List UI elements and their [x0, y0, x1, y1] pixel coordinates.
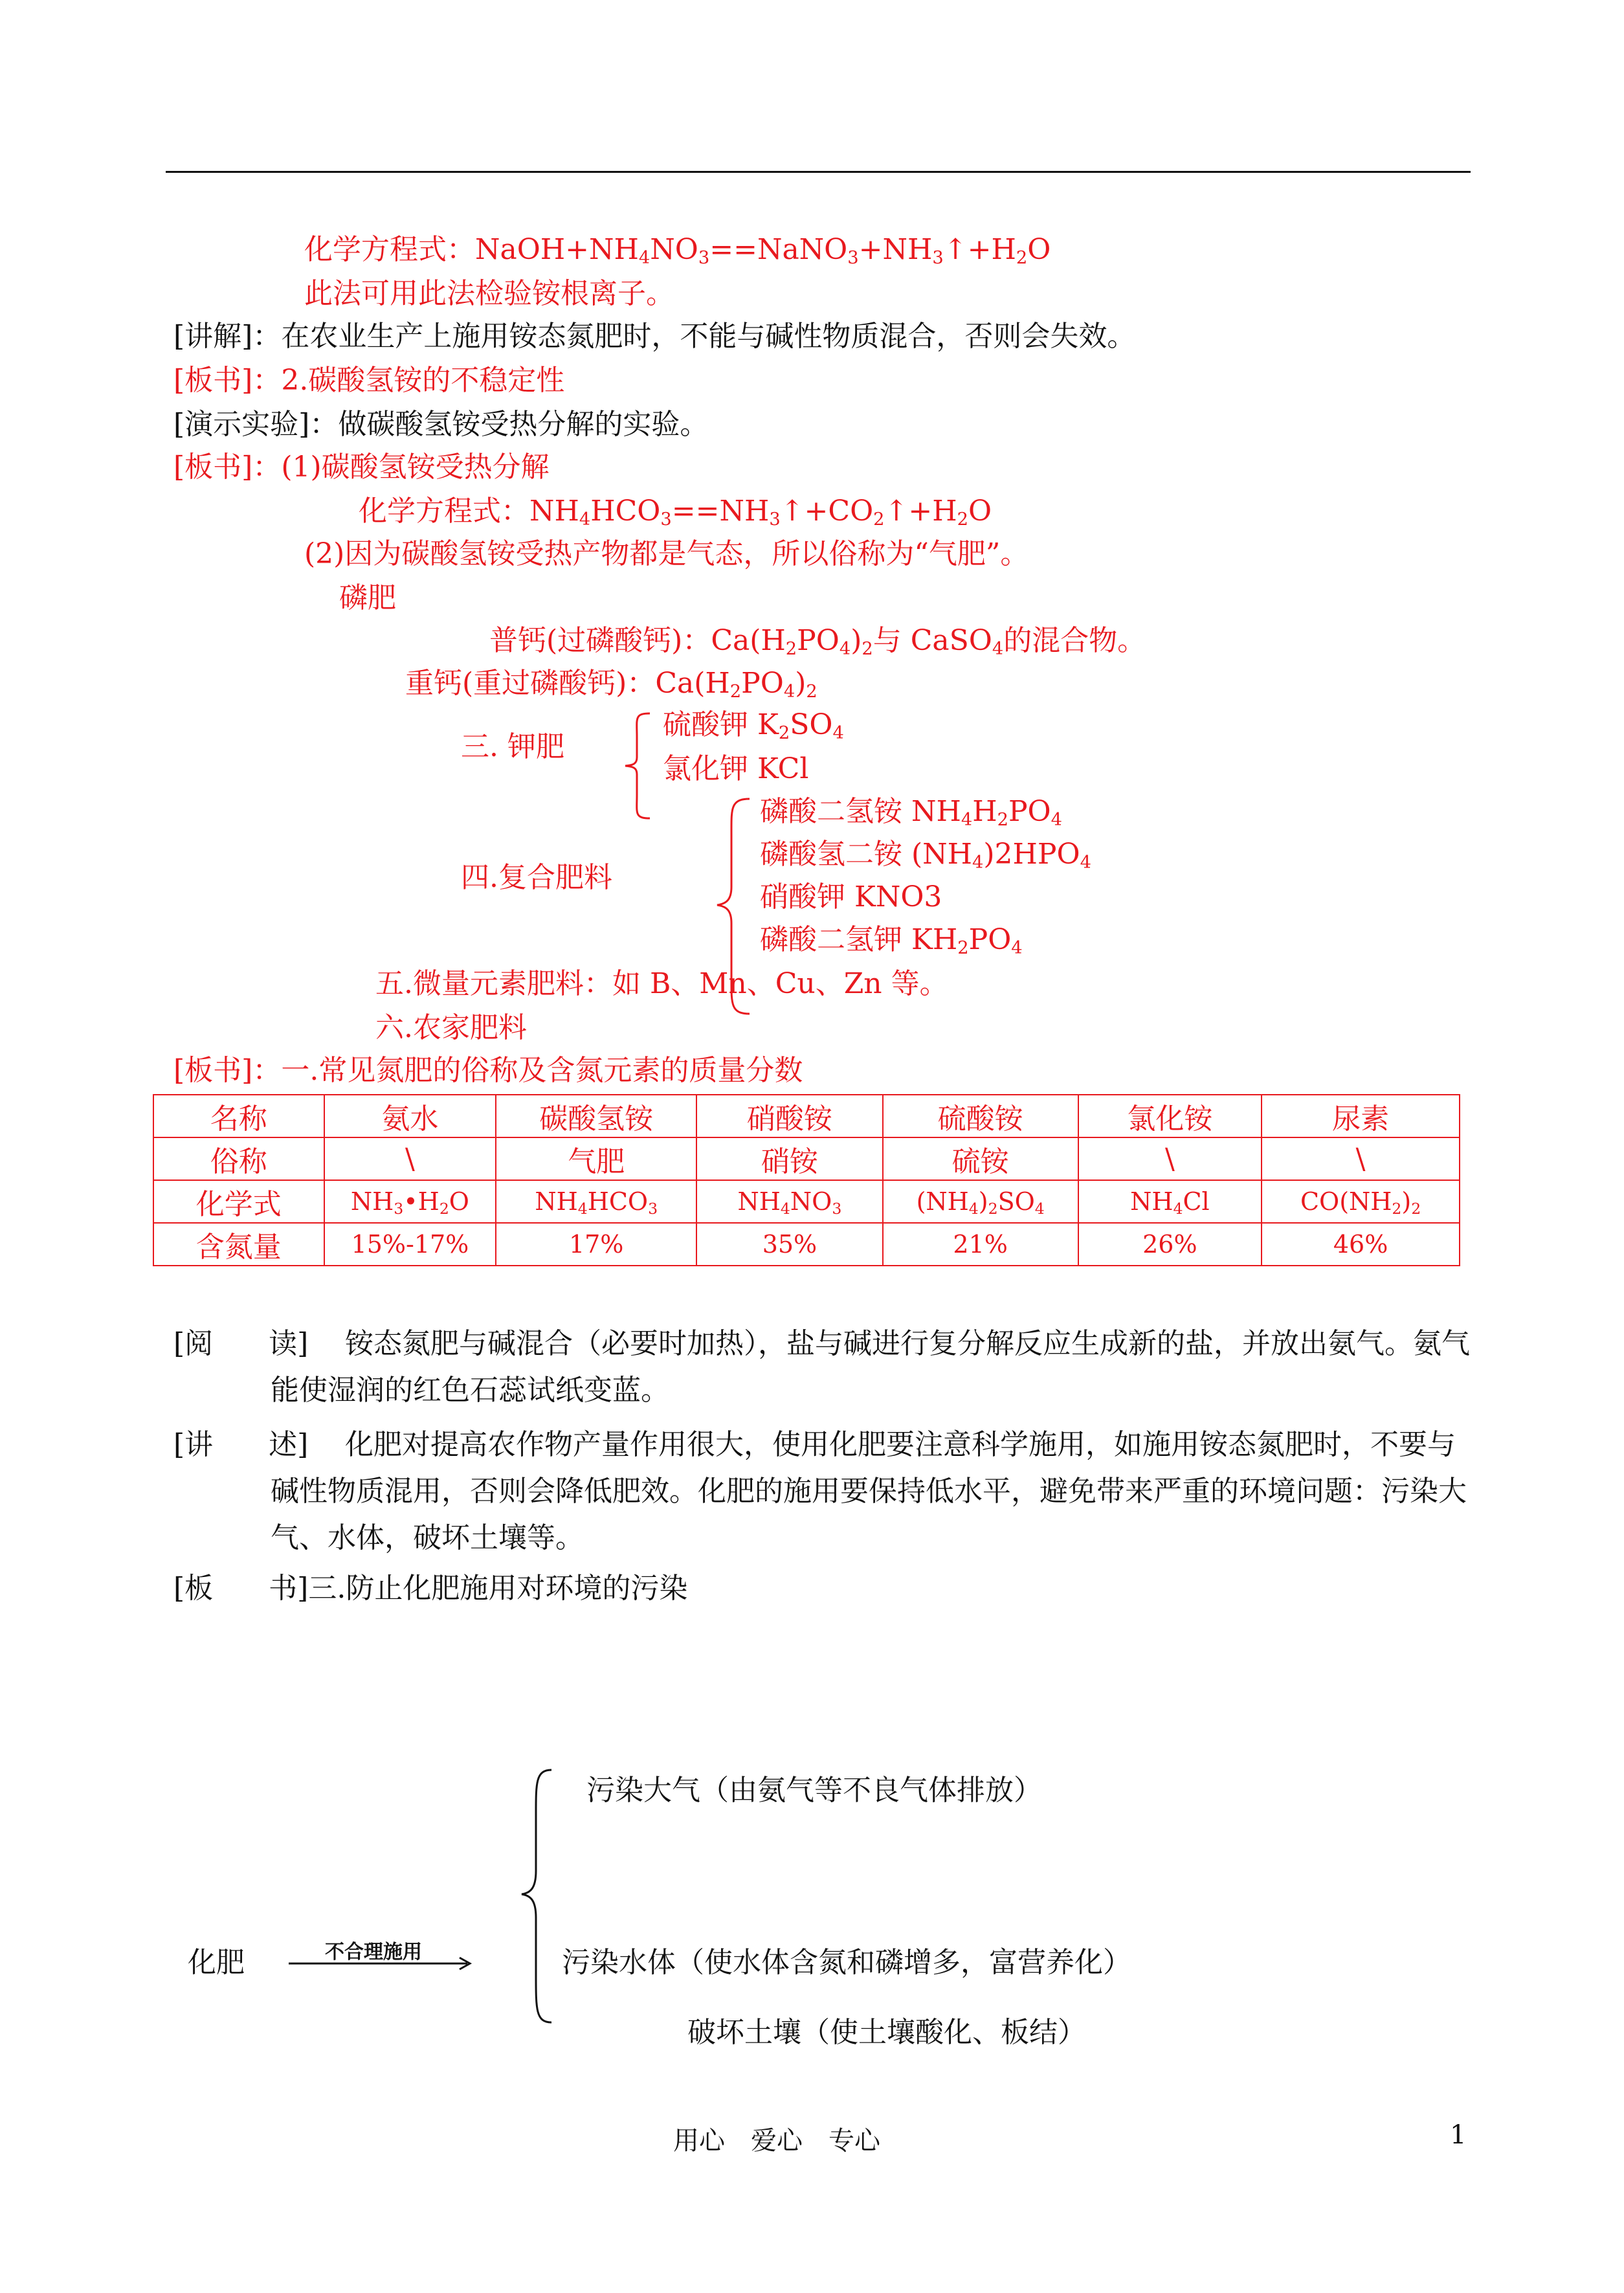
table-cell: 名称	[153, 1095, 324, 1137]
formula-cell: $NH_4HCO_3$	[496, 1180, 696, 1223]
table-cell: 含氮量	[153, 1223, 324, 1266]
table-cell: 硝铵	[696, 1137, 883, 1180]
arrow-right-icon	[287, 1954, 475, 1973]
pollution-water: 污染水体（使水体含氮和磷增多，富营养化）	[562, 1946, 1131, 1979]
compound-item-3: 硝酸钾 KNO3	[760, 880, 942, 913]
gas-fertilizer-note: (2)因为碳酸氢铵受热产物都是气态，所以俗称为“气肥”。	[304, 537, 1029, 570]
nitrogen-fertilizer-table	[153, 1094, 1460, 1266]
fertilizer-source-label: 化肥	[188, 1946, 245, 1979]
board-line-3: [板 书]三.防止化肥施用对环境的污染	[173, 1572, 688, 1605]
reading-tag-end: 读]	[269, 1327, 309, 1360]
potash-item-2: 氯化钾 KCl	[663, 752, 809, 785]
lecture-paragraph	[173, 1422, 1471, 1561]
pollution-air: 污染大气（由氨气等不良气体排放）	[586, 1774, 1042, 1807]
table-row	[153, 1137, 1460, 1180]
lecture-tag: [讲	[173, 1428, 214, 1461]
arrow-label: 不合理施用	[325, 1941, 422, 1963]
compound-item-4: 磷酸二氢钾 $KH_2PO_4$	[760, 923, 1023, 958]
compound-item-1: 磷酸二氢铵 $NH_4H_2PO_4$	[760, 795, 1062, 830]
formula-cell: $NH_3•H_2O$	[324, 1180, 496, 1223]
table-cell: \	[1078, 1137, 1262, 1180]
table-cell: 硫酸铵	[883, 1095, 1078, 1137]
formula-cell: $NH_4Cl$	[1078, 1180, 1262, 1223]
compound-item-2: 磷酸氢二铵 $(NH_4)2HPO_4$	[760, 838, 1091, 873]
reading-paragraph	[173, 1321, 1471, 1414]
table-cell: 26%	[1078, 1223, 1262, 1266]
explain-line: [讲解]：在农业生产上施用铵态氮肥时，不能与碱性物质混合，否则会失效。	[173, 320, 1136, 353]
table-cell: 化学式	[153, 1180, 324, 1223]
lecture-tag-end: 述]	[269, 1428, 309, 1461]
pugai-line: 普钙(过磷酸钙)：$Ca(H_2PO_4)_2$与 CaSO$_4$的混合物。	[489, 624, 1146, 659]
farm-manure-line: 六.农家肥料	[375, 1011, 527, 1044]
table-cell: \	[1262, 1137, 1460, 1180]
formula-cell: $CO(NH_2)_2$	[1262, 1180, 1460, 1223]
table-cell: 氨水	[324, 1095, 496, 1137]
table-cell: 46%	[1262, 1223, 1460, 1266]
soil-damage: 破坏土壤（使土壤酸化、板结）	[687, 2016, 1086, 2049]
table-cell: 35%	[696, 1223, 883, 1266]
equation-line-2: 化学方程式：$NH_4HCO_3==NH_3↑+CO_2↑+H_2O$	[359, 495, 992, 530]
board-heading-2: [板书]：2.碳酸氢铵的不稳定性	[173, 364, 565, 397]
compound-heading: 四.复合肥料	[461, 861, 612, 894]
table-cell: \	[324, 1137, 496, 1180]
equation-line-1: 化学方程式：$NaOH+NH_4NO_3==NaNO_3+NH_3↑+H_2O$	[304, 233, 1051, 268]
table-cell: 21%	[883, 1223, 1078, 1266]
board-heading-3: [板书]：(1)碳酸氢铵受热分解	[173, 451, 550, 484]
table-row	[153, 1223, 1460, 1266]
formula-cell: $(NH_4)_2SO_4$	[883, 1180, 1078, 1223]
phosphate-heading: 磷肥	[339, 581, 396, 614]
table-cell: 气肥	[496, 1137, 696, 1180]
lecture-body: 化肥对提高农作物产量作用很大，使用化肥要注意科学施用，如施用铵态氮肥时，不要与碱性物质混用，否则会降低肥效。化肥的施用要保持低水平，避免带来严重的环境问题：污染大气、水体，破坏土壤等。	[271, 1428, 1467, 1554]
table-cell: 17%	[496, 1223, 696, 1266]
potash-brace-icon	[621, 711, 654, 821]
table-cell: 俗称	[153, 1137, 324, 1180]
table-cell: 碳酸氢铵	[496, 1095, 696, 1137]
table-cell: 尿素	[1262, 1095, 1460, 1137]
table-cell: 硝酸铵	[696, 1095, 883, 1137]
test-note: 此法可用此法检验铵根离子。	[304, 277, 674, 310]
page-number: 1	[1450, 2120, 1467, 2150]
reading-body: 铵态氮肥与碱混合（必要时加热），盐与碱进行复分解反应生成新的盐，并放出氨气。氨气能使湿润的红色石蕊试纸变蓝。	[271, 1327, 1470, 1407]
table-cell: 15%-17%	[324, 1223, 496, 1266]
pollution-brace-icon	[518, 1767, 557, 2026]
table-row	[153, 1095, 1460, 1137]
formula-cell: $NH_4NO_3$	[696, 1180, 883, 1223]
table-cell: 氯化铵	[1078, 1095, 1262, 1137]
trace-elements-line: 五.微量元素肥料：如 B、Mn、Cu、Zn 等。	[375, 967, 948, 1000]
footer-motto: 用心 爱心 专心	[673, 2126, 880, 2156]
potash-item-1: 硫酸钾 $K_2SO_4$	[663, 708, 844, 743]
reading-tag: [阅	[173, 1327, 214, 1360]
demo-line: [演示实验]：做碳酸氢铵受热分解的实验。	[173, 408, 709, 441]
table-cell: 硫铵	[883, 1137, 1078, 1180]
potash-heading: 三. 钾肥	[461, 730, 564, 763]
board-heading-4: [板书]：一.常见氮肥的俗称及含氮元素的质量分数	[173, 1054, 803, 1087]
zhonggai-line: 重钙(重过磷酸钙)：$Ca(H_2PO_4)_2$	[405, 667, 818, 702]
header-rule	[166, 171, 1471, 173]
table-row	[153, 1180, 1460, 1223]
